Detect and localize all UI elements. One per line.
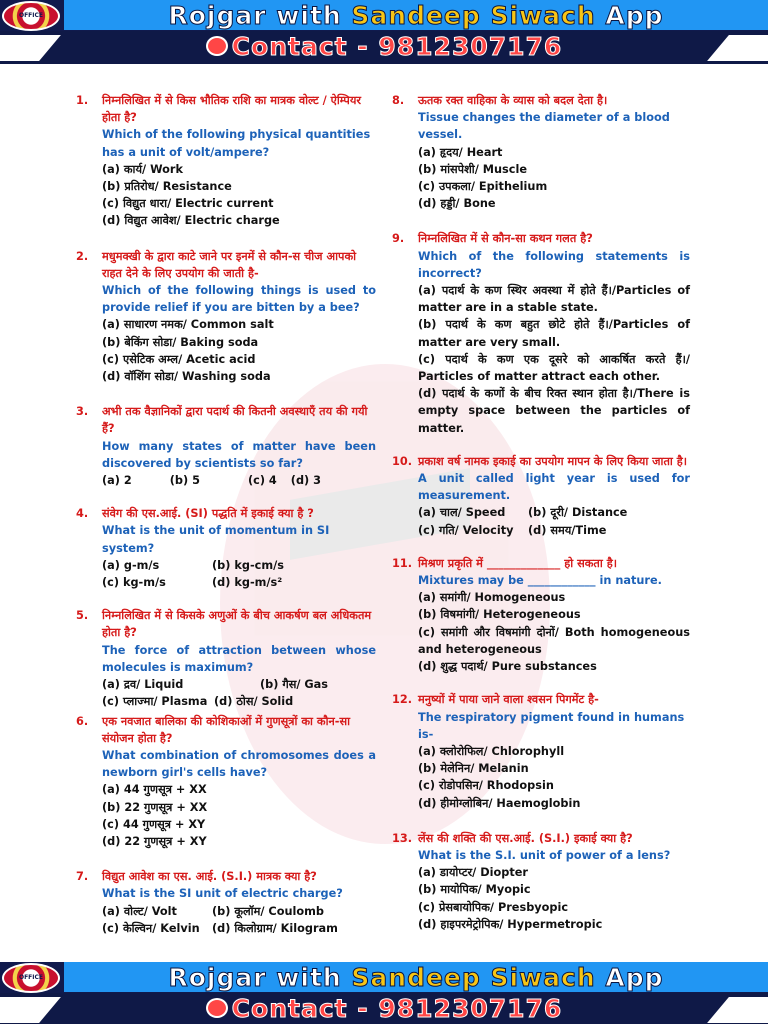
question-english: A unit called light year is used for measurement. <box>418 472 690 503</box>
question-english: What is the S.I. unit of power of a lens? <box>418 848 671 862</box>
option: (b) प्रतिरोध/ Resistance <box>102 180 232 194</box>
question-12 <box>392 691 690 811</box>
option: (b) दूरी/ Distance <box>528 506 628 520</box>
question-number: 8. <box>392 94 405 107</box>
banner-title-part3: App <box>595 963 664 992</box>
option: (a) द्रव/ Liquid <box>102 678 184 692</box>
option: (a) 2 <box>102 474 132 488</box>
option: (d) वॉशिंग सोडा/ Washing soda <box>102 370 271 384</box>
option: (c) समांगी और विषमांगी दोनों/ Both homogeneous and heterogeneous <box>418 625 690 656</box>
question-english: The force of attraction between whose molecules is maximum? <box>102 643 376 674</box>
option-row <box>418 504 690 521</box>
option: (c) केल्विन/ Kelvin <box>102 921 200 935</box>
option-row <box>102 920 376 937</box>
option-row <box>102 557 376 574</box>
option: (a) वोल्ट/ Volt <box>102 904 177 918</box>
option: (d) kg-m/s² <box>212 576 283 590</box>
question-hindi: निम्नलिखित में से किसके अणुओं के बीच आकर्षण बल अधिकतम होता है? <box>102 609 372 640</box>
question-7 <box>76 868 376 937</box>
question-4 <box>76 505 376 591</box>
question-hindi: अभी तक वैज्ञानिकों द्वारा पदार्थ की कितनी अवस्थाएँ तय की गयी हैं? <box>102 405 368 436</box>
question-2 <box>76 248 376 386</box>
question-hindi: निम्नलिखित में से कौन-सा कथन गलत है? <box>418 232 593 246</box>
question-english: Which of the following things is used to provide relief if you are bitten by a bee? <box>102 284 376 315</box>
banner-title-bar <box>64 962 768 992</box>
left-column <box>76 92 376 937</box>
banner-title-part2: Sandeep Siwach <box>351 1 596 30</box>
question-5 <box>76 607 376 710</box>
question-hindi: मिश्रण प्रकृति में _____________ हो सकता है। <box>418 556 617 570</box>
option-row <box>102 693 376 710</box>
logo-text: OFFICE <box>18 974 44 981</box>
banner-title-part1: Rojgar with <box>168 963 352 992</box>
phone-icon <box>206 998 228 1018</box>
question-english: The respiratory pigment found in humans is- <box>418 710 685 741</box>
right-column <box>392 92 690 933</box>
question-13 <box>392 830 690 933</box>
logo <box>2 963 60 993</box>
banner-title-bar <box>64 0 768 30</box>
question-number: 3. <box>76 405 89 419</box>
option: (d) हाइपरमेट्रोपिक/ Hypermetropic <box>418 917 603 931</box>
question-hindi: मधुमक्खी के द्वारा काटे जाने पर इनमें से कौन-स चीज आपको राहत देने के लिए उपयोग की जाती है- <box>102 249 357 280</box>
question-hindi: विद्युत आवेश का एस. आई. (S.I.) मात्रक क्या है? <box>102 870 317 884</box>
option: (d) ठोस/ Solid <box>214 695 294 709</box>
contact-text: Contact - 9812307176 <box>231 994 563 1023</box>
banner-contact-bar <box>0 993 768 1024</box>
question-number: 1. <box>76 94 89 107</box>
question-hindi: मनुष्यों में पाया जाने वाला श्वसन पिगमेंट है- <box>418 693 599 707</box>
option: (d) हड्डी/ Bone <box>418 197 496 211</box>
option: (b) बेकिंग सोडा/ Baking soda <box>102 335 259 349</box>
option: (a) कार्य/ Work <box>102 162 183 176</box>
option: (b) मेलेनिन/ Melanin <box>418 762 529 776</box>
question-1 <box>76 92 376 230</box>
question-number: 11. <box>392 556 413 570</box>
top-banner <box>0 0 768 64</box>
question-hindi: प्रकाश वर्ष नामक इकाई का उपयोग मापन के लिए किया जाता है। <box>418 454 688 468</box>
option: (b) पदार्थ के कण बहुत छोटे होते हैं।/Particles of matter are very small. <box>418 318 690 349</box>
option: (b) 5 <box>169 474 200 488</box>
question-english: Tissue changes the diameter of a blood vessel. <box>418 111 670 142</box>
banner-title-part1: Rojgar with <box>168 1 352 30</box>
option: (c) उपकला/ Epithelium <box>418 180 548 194</box>
question-hindi: ऊतक रक्त वाहिका के व्यास को बदल देता है। <box>418 94 608 107</box>
bottom-banner <box>0 962 768 1024</box>
option: (c) रोडोपसिन/ Rhodopsin <box>418 779 554 793</box>
question-english: Which of the following statements is incorrect? <box>418 249 690 280</box>
option: (b) kg-cm/s <box>212 558 284 572</box>
question-hindi: संवेग की एस.आई. (SI) पद्धति में इकाई क्या है ? <box>102 507 314 521</box>
question-number: 4. <box>76 507 89 521</box>
option-row <box>102 903 376 920</box>
option: (b) 22 गुणसूत्र + XX <box>102 800 208 814</box>
question-number: 9. <box>392 232 405 246</box>
option: (d) 22 गुणसूत्र + XY <box>102 834 207 848</box>
question-english: How many states of matter have been discovered by scientists so far? <box>102 439 376 470</box>
option: (c) एसेटिक अम्ल/ Acetic acid <box>102 352 256 366</box>
question-number: 13. <box>392 831 413 845</box>
question-number: 12. <box>392 693 413 707</box>
option-row <box>102 676 376 693</box>
banner-title <box>64 963 768 992</box>
option: (a) हृदय/ Heart <box>418 145 503 159</box>
option: (d) शुद्ध पदार्थ/ Pure substances <box>418 660 597 674</box>
question-hindi: एक नवजात बालिका की कोशिकाओं में गुणसूत्रों का कौन-सा संयोजन होता है? <box>102 714 351 745</box>
option: (a) 44 गुणसूत्र + XX <box>102 783 207 797</box>
logo <box>2 1 60 31</box>
question-hindi: निम्नलिखित में से किस भौतिक राशि का मात्रक वोल्ट / ऐम्पियर होता है? <box>102 94 362 125</box>
banner-contact-bar <box>0 31 768 64</box>
banner-title-part3: App <box>595 1 664 30</box>
question-english: Which of the following physical quantities has a unit of volt/ampere? <box>102 128 371 159</box>
question-hindi: लेंस की शक्ति की एस.आई. (S.I.) इकाई क्या है? <box>418 831 633 845</box>
option: (d) किलोग्राम/ Kilogram <box>212 921 338 935</box>
option: (d) 3 <box>290 474 322 488</box>
contact-text: Contact - 9812307176 <box>231 32 563 61</box>
option-row <box>102 574 376 591</box>
question-number: 5. <box>76 609 89 623</box>
question-english: What is the SI unit of electric charge? <box>102 887 343 901</box>
question-sheet <box>0 64 768 962</box>
question-9 <box>392 230 690 436</box>
question-11 <box>392 555 690 675</box>
phone-icon <box>206 36 228 56</box>
option: (a) क्लोरोफिल/ Chlorophyll <box>418 744 565 758</box>
question-8 <box>392 92 690 212</box>
option: (c) प्लाज्मा/ Plasma <box>102 695 208 709</box>
option: (c) प्रेसबायोपिक/ Presbyopic <box>418 900 569 914</box>
option: (c) 44 गुणसूत्र + XY <box>102 817 206 831</box>
option: (b) विषमांगी/ Heterogeneous <box>418 608 581 622</box>
question-number: 10. <box>392 454 413 468</box>
option: (a) डायोप्टर/ Diopter <box>418 866 528 880</box>
question-10 <box>392 453 690 539</box>
logo-text: OFFICE <box>18 12 44 19</box>
option: (d) पदार्थ के कणों के बीच रिक्त स्थान होता है।/There is empty space between the particles of matter. <box>418 387 690 435</box>
option: (d) हीमोग्लोबिन/ Haemoglobin <box>418 796 581 810</box>
question-english: What combination of chromosomes does a newborn girl's cells have? <box>102 748 376 780</box>
option: (b) कूलॉम/ Coulomb <box>212 904 325 918</box>
question-english: Mixtures may be ____________ in nature. <box>418 574 662 588</box>
question-number: 7. <box>76 870 89 884</box>
option: (b) गैस/ Gas <box>260 678 329 692</box>
option: (c) गति/ Velocity <box>418 523 514 537</box>
option: (c) kg-m/s <box>102 576 166 590</box>
question-english: What is the unit of momentum in SI system? <box>102 524 330 555</box>
question-number: 2. <box>76 249 89 263</box>
option-row <box>102 472 376 489</box>
banner-title-part2: Sandeep Siwach <box>351 963 596 992</box>
option: (b) मायोपिक/ Myopic <box>418 883 531 897</box>
banner-title <box>64 1 768 30</box>
option: (d) विद्युत आवेश/ Electric charge <box>102 214 280 228</box>
option: (a) g-m/s <box>102 558 160 572</box>
question-6 <box>76 713 376 851</box>
option: (c) विद्युत धारा/ Electric current <box>102 197 274 211</box>
option: (a) चाल/ Speed <box>418 506 506 520</box>
option: (d) समय/Time <box>528 523 607 537</box>
contact-line <box>0 32 768 61</box>
option: (c) 4 <box>247 474 277 488</box>
option: (c) पदार्थ के कण एक दूसरे को आकर्षित करते हैं।/ Particles of matter attract each other. <box>418 352 690 384</box>
question-3 <box>76 403 376 489</box>
question-number: 6. <box>76 714 89 728</box>
option: (a) समांगी/ Homogeneous <box>418 591 566 605</box>
option-row <box>418 522 690 539</box>
option: (a) साधारण नमक/ Common salt <box>102 318 274 332</box>
option: (b) मांसपेशी/ Muscle <box>418 162 527 176</box>
contact-line <box>0 994 768 1023</box>
option: (a) पदार्थ के कण स्थिर अवस्था में होते हैं।/Particles of matter are in a stable state. <box>418 284 690 315</box>
